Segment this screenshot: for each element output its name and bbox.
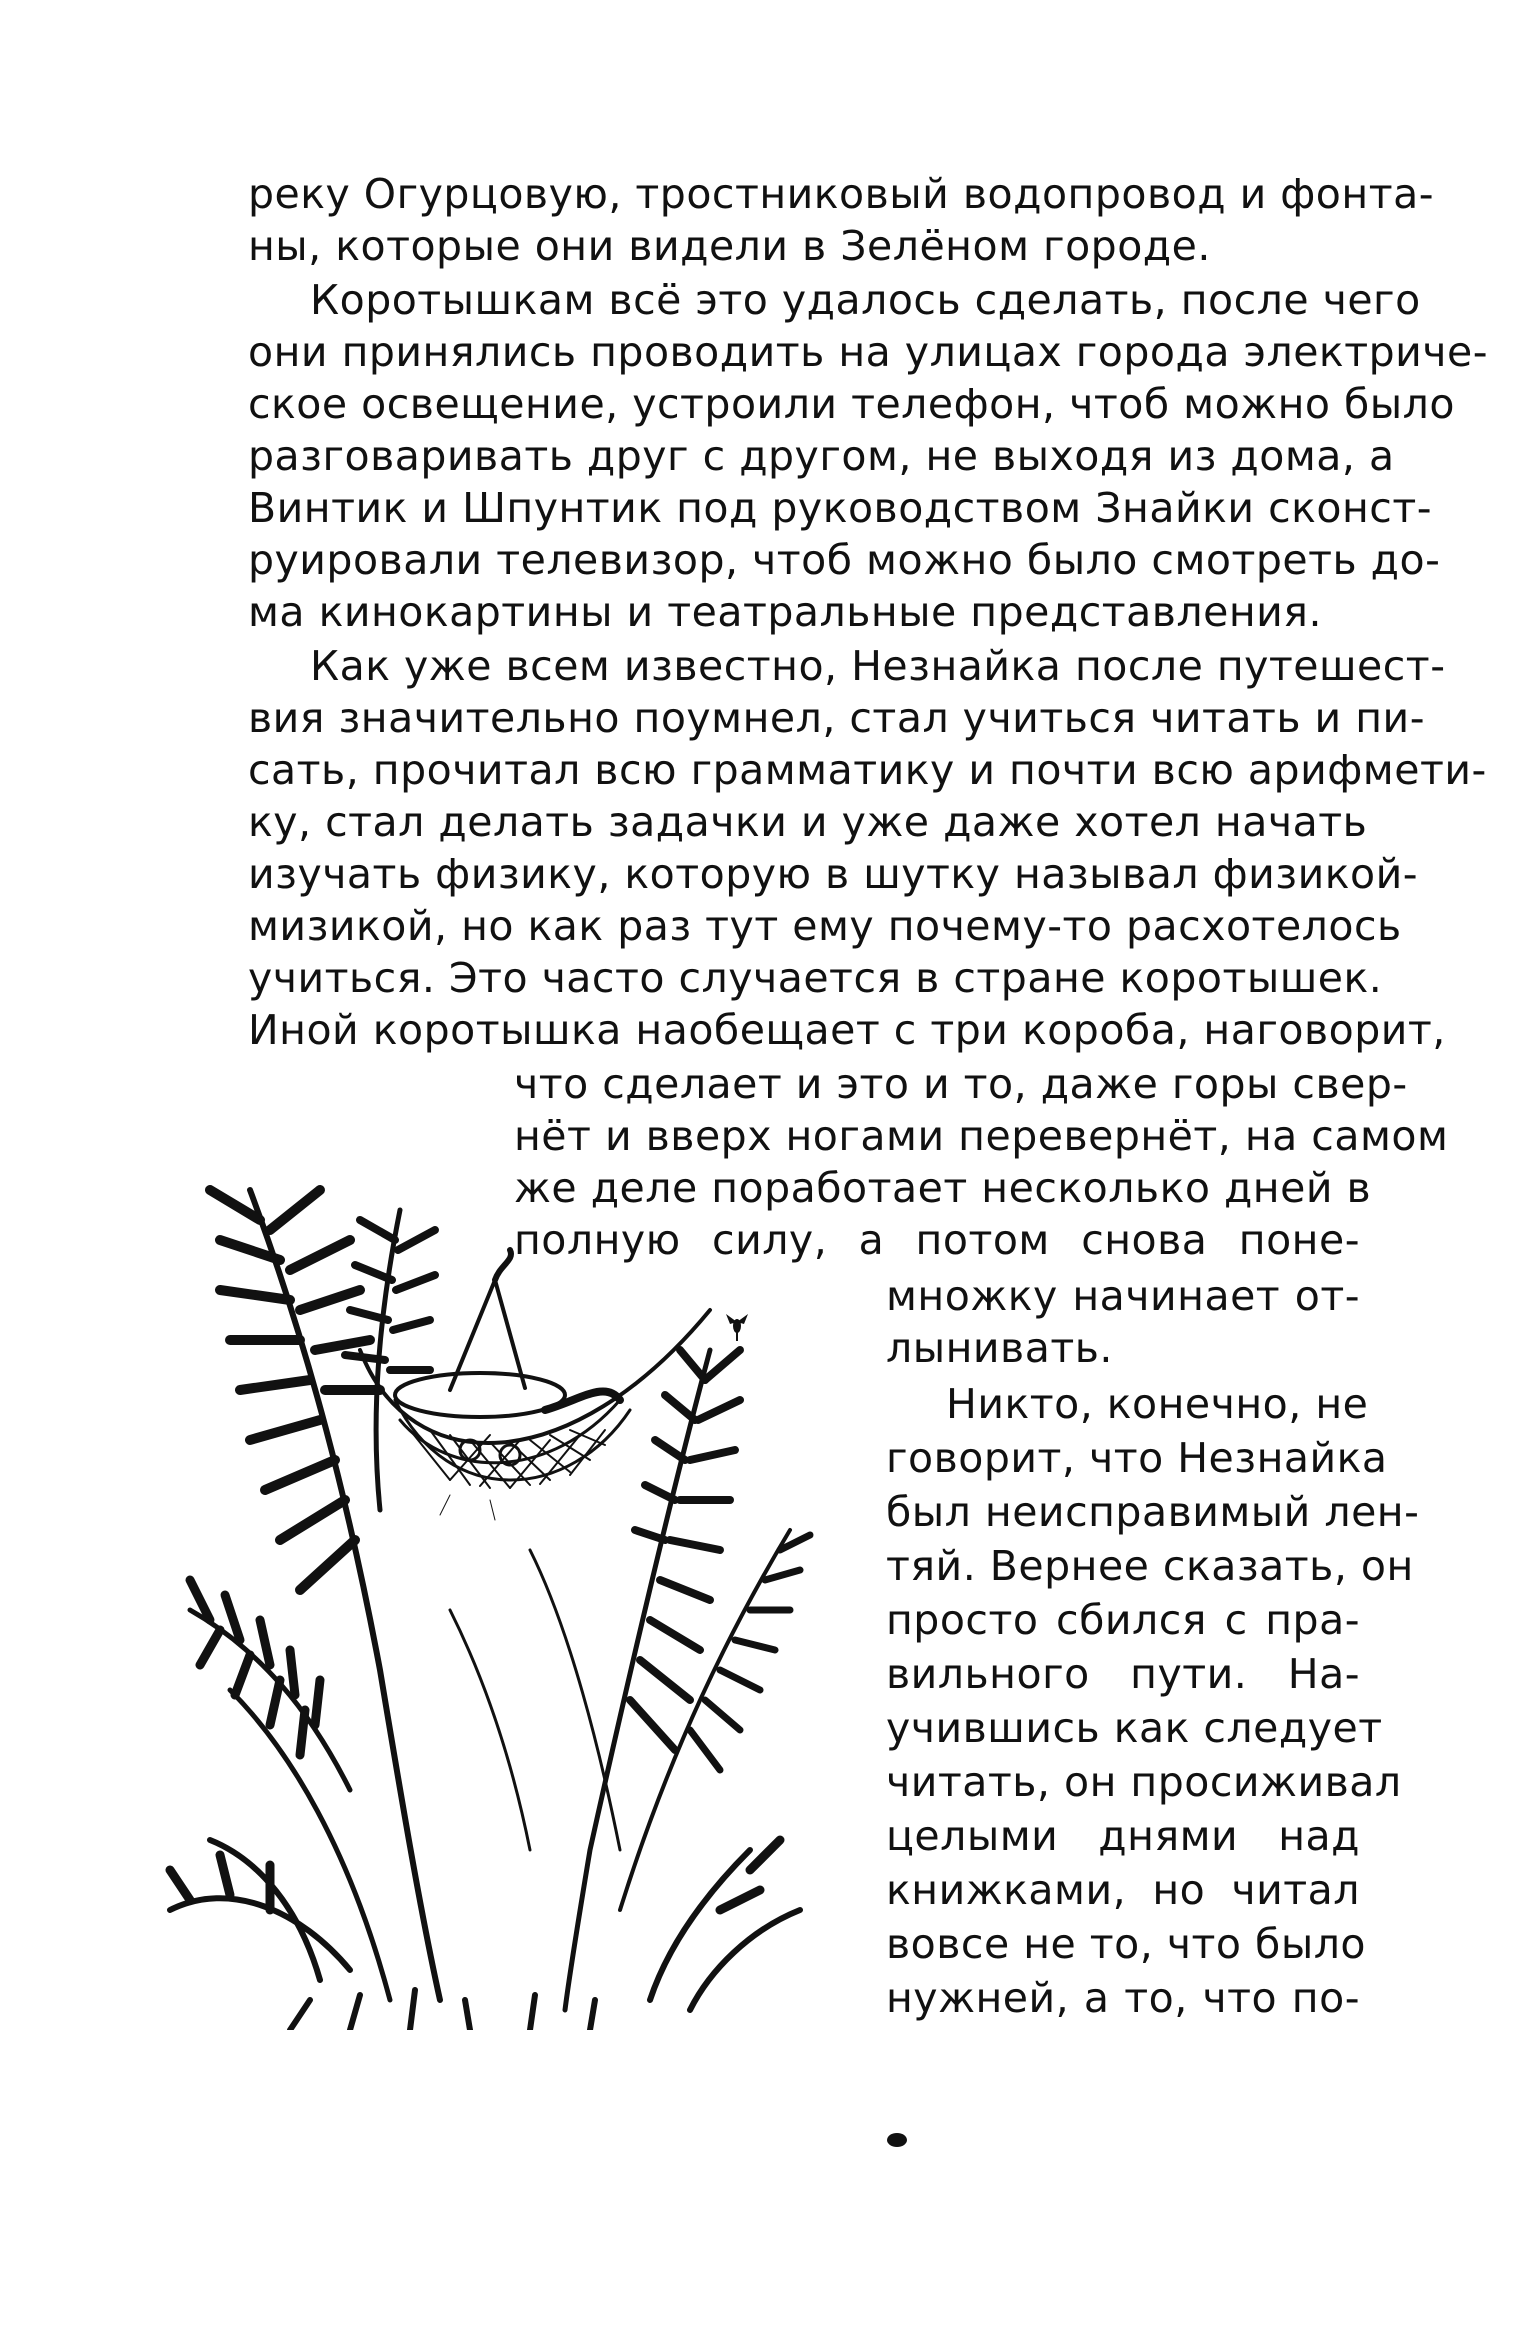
text-line: сать, прочитал всю грамматику и почти всю арифмети-: [248, 746, 1487, 794]
text-line: тяй. Вернее сказать, он: [886, 1542, 1414, 1590]
text-line: книжками, но читал: [886, 1866, 1360, 1914]
text-line: просто сбился с пра-: [886, 1596, 1360, 1644]
text-line: Коротышкам всё это удалось сделать, после чего: [310, 276, 1421, 324]
text-line: говорит, что Незнайка: [886, 1434, 1388, 1482]
text-line: же деле поработает несколько дней в: [514, 1164, 1372, 1212]
text-line: вильного пути. На-: [886, 1650, 1360, 1698]
text-line: учившись как следует: [886, 1704, 1383, 1752]
text-line: Винтик и Шпунтик под руководством Знайки сконст-: [248, 484, 1432, 532]
text-line: Никто, конечно, не: [946, 1380, 1369, 1428]
text-line: разговаривать друг с другом, не выходя из дома, а: [248, 432, 1395, 480]
text-line: изучать физику, которую в шутку называл физикой-: [248, 850, 1419, 898]
text-line: ское освещение, устроили телефон, чтоб можно было: [248, 380, 1455, 428]
text-line: целыми днями над: [886, 1812, 1360, 1860]
text-line: руировали телевизор, чтоб можно было смотреть до-: [248, 536, 1441, 584]
text-line: нужней, а то, что по-: [886, 1974, 1360, 2022]
text-line: лынивать.: [886, 1324, 1113, 1372]
text-line: вовсе не то, что было: [886, 1920, 1366, 1968]
text-line: Иной коротышка наобещает с три короба, наговорит,: [248, 1006, 1446, 1054]
text-line: был неисправимый лен-: [886, 1488, 1420, 1536]
text-line: множку начинает от-: [886, 1272, 1360, 1320]
text-line: ку, стал делать задачки и уже даже хотел начать: [248, 798, 1368, 846]
fern-hammock-illustration: [150, 1150, 870, 2030]
ink-mark-icon: [882, 2130, 912, 2150]
text-line: мизикой, но как раз тут ему почему-то расхотелось: [248, 902, 1402, 950]
text-line: они принялись проводить на улицах города электриче-: [248, 328, 1488, 376]
text-line: учиться. Это часто случается в стране коротышек.: [248, 954, 1383, 1002]
text-line: реку Огурцовую, тростниковый водопровод и фонта-: [248, 170, 1434, 218]
text-line: ма кинокартины и театральные представления.: [248, 588, 1322, 636]
text-line: вия значительно поумнел, стал учиться читать и пи-: [248, 694, 1425, 742]
text-line: Как уже всем известно, Незнайка после путешест-: [310, 642, 1446, 690]
text-line: ны, которые они видели в Зелёном городе.: [248, 222, 1211, 270]
text-line: что сделает и это и то, даже горы свер-: [514, 1060, 1408, 1108]
text-line: читать, он просиживал: [886, 1758, 1402, 1806]
text-line: полную силу, а потом снова поне-: [514, 1216, 1360, 1264]
text-line: нёт и вверх ногами перевернёт, на самом: [514, 1112, 1449, 1160]
